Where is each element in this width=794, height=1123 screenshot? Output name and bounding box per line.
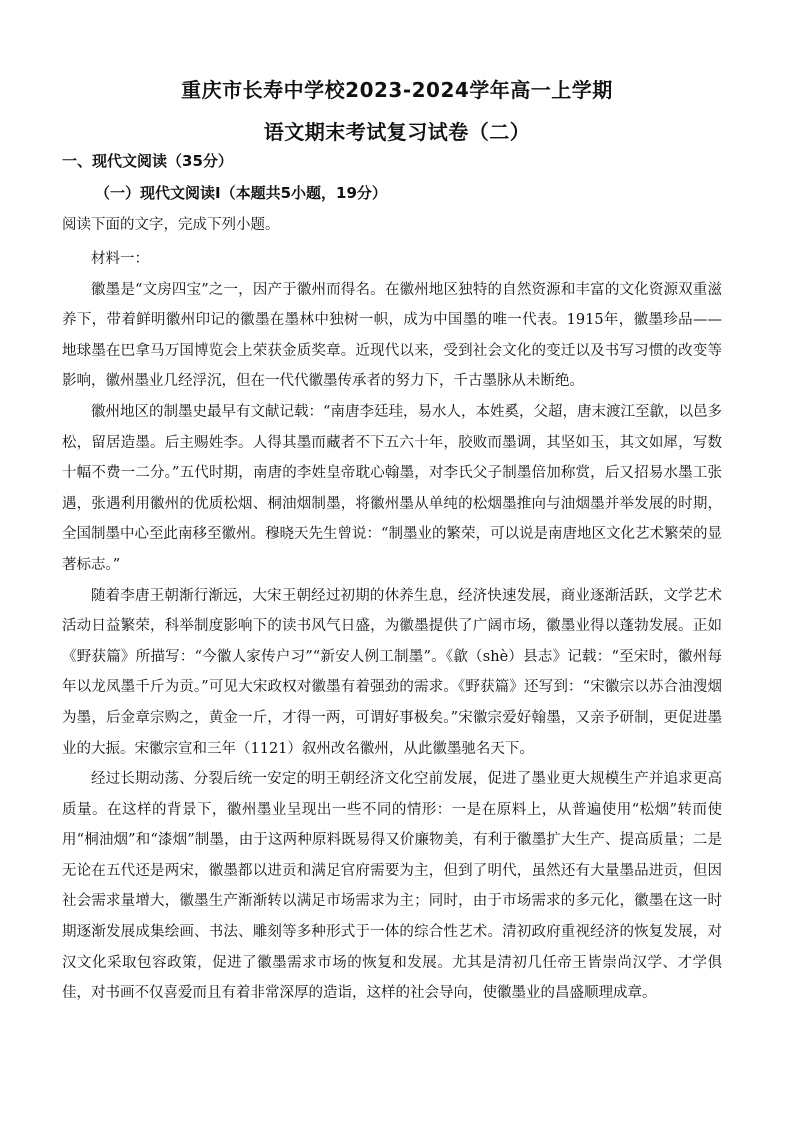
- subsection-heading: （一）现代文阅读Ⅰ（本题共5小题，19分）: [95, 184, 387, 202]
- material-label: 材料一：: [91, 251, 149, 267]
- passage-paragraph-4: 经过长期动荡、分裂后统一安定的明王朝经济文化空前发展，促进了墨业更大规模生产并追求更高质量。在这样的背景下，徽州墨业呈现出一些不同的情形：一是在原料上，从普遍使用“松烟”转而使用“桐油烟”和“漆烟”制墨，由于这两种原料既易得又价廉物美，有利于徽墨扩大生产、提高质量；二是无论在五代还是两宋，徽墨都以进贡和满足官府需要为主，但到了明代，虽然还有大量墨品进贡，但因社会需求量增大，徽墨生产渐渐转以满足市场需求为主；同时，由于市场需求的多元化，徽墨在这一时期逐渐发展成集绘画、书法、雕刻等多种形式于一体的综合性艺术。清初政府重视经济的恢复发展，对汉文化采取包容政策，促进了徽墨需求市场的恢复和发展。尤其是清初几任帝王皆崇尚汉学、才学俱佳，对书画不仅喜爱而且有着非常深厚的造诣，这样的社会导向，使徽墨业的昌盛顺理成章。: [62, 771, 722, 1002]
- exam-title-line1: 重庆市长寿中学校2023-2024学年高一上学期: [181, 78, 613, 102]
- reading-passage: [62, 244, 722, 1009]
- passage-paragraph-2: 徽州地区的制墨史最早有文献记载：“南唐李廷珪，易水人，本姓奚，父超，唐末渡江至歙，以邑多松，留居造墨。后主赐姓李。人得其墨而藏者不下五六十年，胶败而墨调，其坚如玉，其文如犀，写数十幅不费一二分。”五代时期，南唐的李姓皇帝耽心翰墨，对李氏父子制墨倍加称赏，后又招易水墨工张遇，张遇利用徽州的优质松烟、桐油烟制墨，将徽州墨从单纯的松烟墨推向与油烟墨并举发展的时期，全国制墨中心至此南移至徽州。穆晓天先生曾说：“制墨业的繁荣，可以说是南唐地区文化艺术繁荣的显著标志。”: [62, 403, 722, 573]
- passage-paragraph-3: 随着李唐王朝渐行渐远，大宋王朝经过初期的休养生息，经济快速发展，商业逐渐活跃，文学艺术活动日益繁荣，科举制度影响下的读书风气日盛，为徽墨提供了广阔市场，徽墨业得以蓬勃发展。正如《野获篇》所描写：“今徽人家传户习”“新安人例工制墨”。《歙（shè）县志》记载：“至宋时，徽州每年以龙凤墨千斤为贡。”可见大宋政权对徽墨有着强劲的需求。《野获篇》还写到：“宋徽宗以苏合油溲烟为墨，后金章宗购之，黄金一斤，才得一两，可谓好事极矣。”宋徽宗爱好翰墨，又亲予研制，更促进墨业的大振。宋徽宗宣和三年（1121）叙州改名徽州，从此徽墨驰名天下。: [62, 587, 722, 757]
- exam-title-line2: 语文期末考试复习试卷（二）: [263, 120, 531, 144]
- reading-instruction: 阅读下面的文字，完成下列小题。: [62, 217, 280, 233]
- passage-paragraph-1: 徽墨是“文房四宝”之一，因产于徽州而得名。在徽州地区独特的自然资源和丰富的文化资源双重滋养下，带着鲜明徽州印记的徽墨在墨林中独树一帜，成为中国墨的唯一代表。1915年，徽墨珍品——地球墨在巴拿马万国博览会上荣获金质奖章。近现代以来，受到社会文化的变迁以及书写习惯的改变等影响，徽州墨业几经浮沉，但在一代代徽墨传承者的努力下，千古墨脉从未断绝。: [62, 281, 722, 390]
- section-heading: 一、现代文阅读（35分）: [62, 152, 233, 170]
